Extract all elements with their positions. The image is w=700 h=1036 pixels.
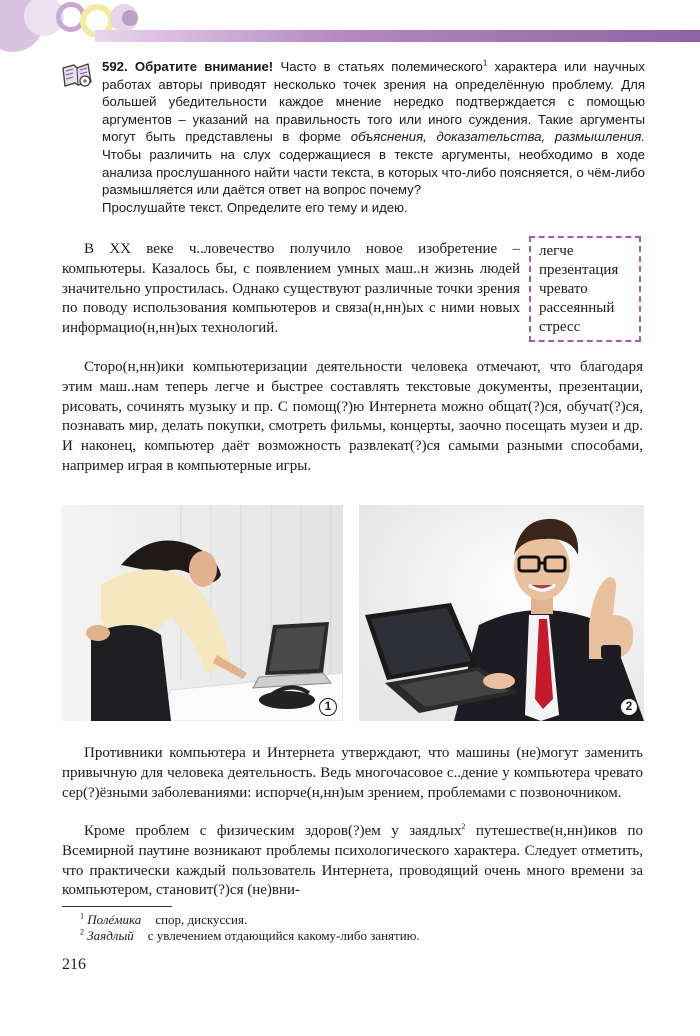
photo-man-thumbs-up (359, 505, 644, 721)
footnote-1 (80, 912, 247, 928)
vocab-word: рассеянный (539, 300, 615, 316)
header-decoration (0, 0, 700, 60)
exercise-task: Прослушайте текст. Определите его тему и идею. (102, 199, 408, 215)
footnote-ref-2: 2 (461, 822, 466, 831)
footnote-mark: 2 (80, 927, 84, 937)
paragraph-4-b: путешестве(н,нн)иков по Всемирной паутине возникают проблемы психологического характера. Следует отметить, что практически каждый пользователь Интернета, проводящий очень много времени за компьютером, становит(?)ся (не)вни- (62, 823, 644, 899)
footnote-ref-1: 1 (482, 58, 488, 68)
listening-task-icon (60, 62, 94, 90)
exercise-text-c: Чтобы различить на слух содержащиеся в тексте аргументы, необходимо в ходе анализа прослушанного найти части текста, в которых что-либо поясняется, о чём-либо размышляется или даётся ответ на вопрос почему? (102, 146, 645, 198)
footnote-definition: с увлечением отдающийся какому-либо занятию. (147, 928, 420, 943)
paragraph-2: Сторо(н,нн)ики компьютеризации деятельности человека отмечают, что благодаря этим маш..нам теперь легче и быстрее составлять текстовые документы, презентации, рисовать, сочинять музыку и пр. С помощ(?)ю Интернета можно общат(?)ся, обучат(?)ся, познавать мир, делать покупки, смотреть фильмы, концерты, заочно посещать музеи и др. И наконец, компьютер даёт возможность развлекат(?)ся самыми разными способами, например играя в компьютерные игры. (62, 359, 643, 474)
photo-number-badge: 1 (319, 698, 337, 716)
decor-circle (122, 10, 138, 26)
photo-number-badge: 2 (620, 698, 638, 716)
exercise-block (60, 58, 645, 216)
page-number: 216 (62, 956, 86, 973)
paragraph-4-a: Кроме проблем с физическим здоров(?)ем у заядлых (84, 823, 462, 839)
vocab-word: презентация (539, 262, 619, 278)
exercise-heading: Обратите внимание! (134, 59, 274, 74)
exercise-forms: объяснения, доказательства, размышления. (350, 129, 646, 145)
footnote-rule (62, 906, 172, 907)
header-bar (95, 30, 700, 42)
paragraph-1: В XX веке ч..ловечество получило новое изобретение – компьютеры. Казалось бы, с появлением умных маш..н жизнь людей значительно упростилась. Однако существуют различные точки зрения по поводу использования компьютеров и связа(н,нн)ых с ними новых информацио(н,нн)ых технологий. (62, 241, 520, 337)
exercise-text-a: Часто в статьях полемического (280, 59, 483, 74)
paragraph-4 (62, 822, 643, 901)
vocabulary-box (529, 236, 641, 342)
exercise-number: 592. (102, 59, 128, 74)
vocab-word: чревато (539, 281, 588, 297)
paragraph-3: Противники компьютера и Интернета утверждают, что машины (не)могут заменить привычную для человека деятельность. Ведь многочасовое с..дение у компьютера чревато сер(?)ёзными заболеваниями: испорче(н,нн)ым зрением, проблемами с позвоночником. (62, 745, 643, 801)
exercise-text-b: характера или научных работах авторы приводят несколько точек зрения на определённую проблему. Для большей убедительности каждое мнение нередко подтверждается с помощью аргументов – указаний на правильность того или иного суждения. Такие аргументы могут быть представлены в форме (102, 59, 645, 145)
photo-woman-back-pain (61, 505, 343, 721)
vocab-word: стресс (539, 319, 581, 335)
footnote-2 (80, 928, 420, 944)
footnote-term: Заядлый (87, 928, 134, 943)
exercise-text (102, 58, 645, 216)
footnote-term: Полéмика (87, 912, 142, 927)
footnote-mark: 1 (80, 911, 84, 921)
footnote-definition: спор, дискуссия. (155, 912, 248, 927)
vocab-word: легче (539, 243, 574, 259)
